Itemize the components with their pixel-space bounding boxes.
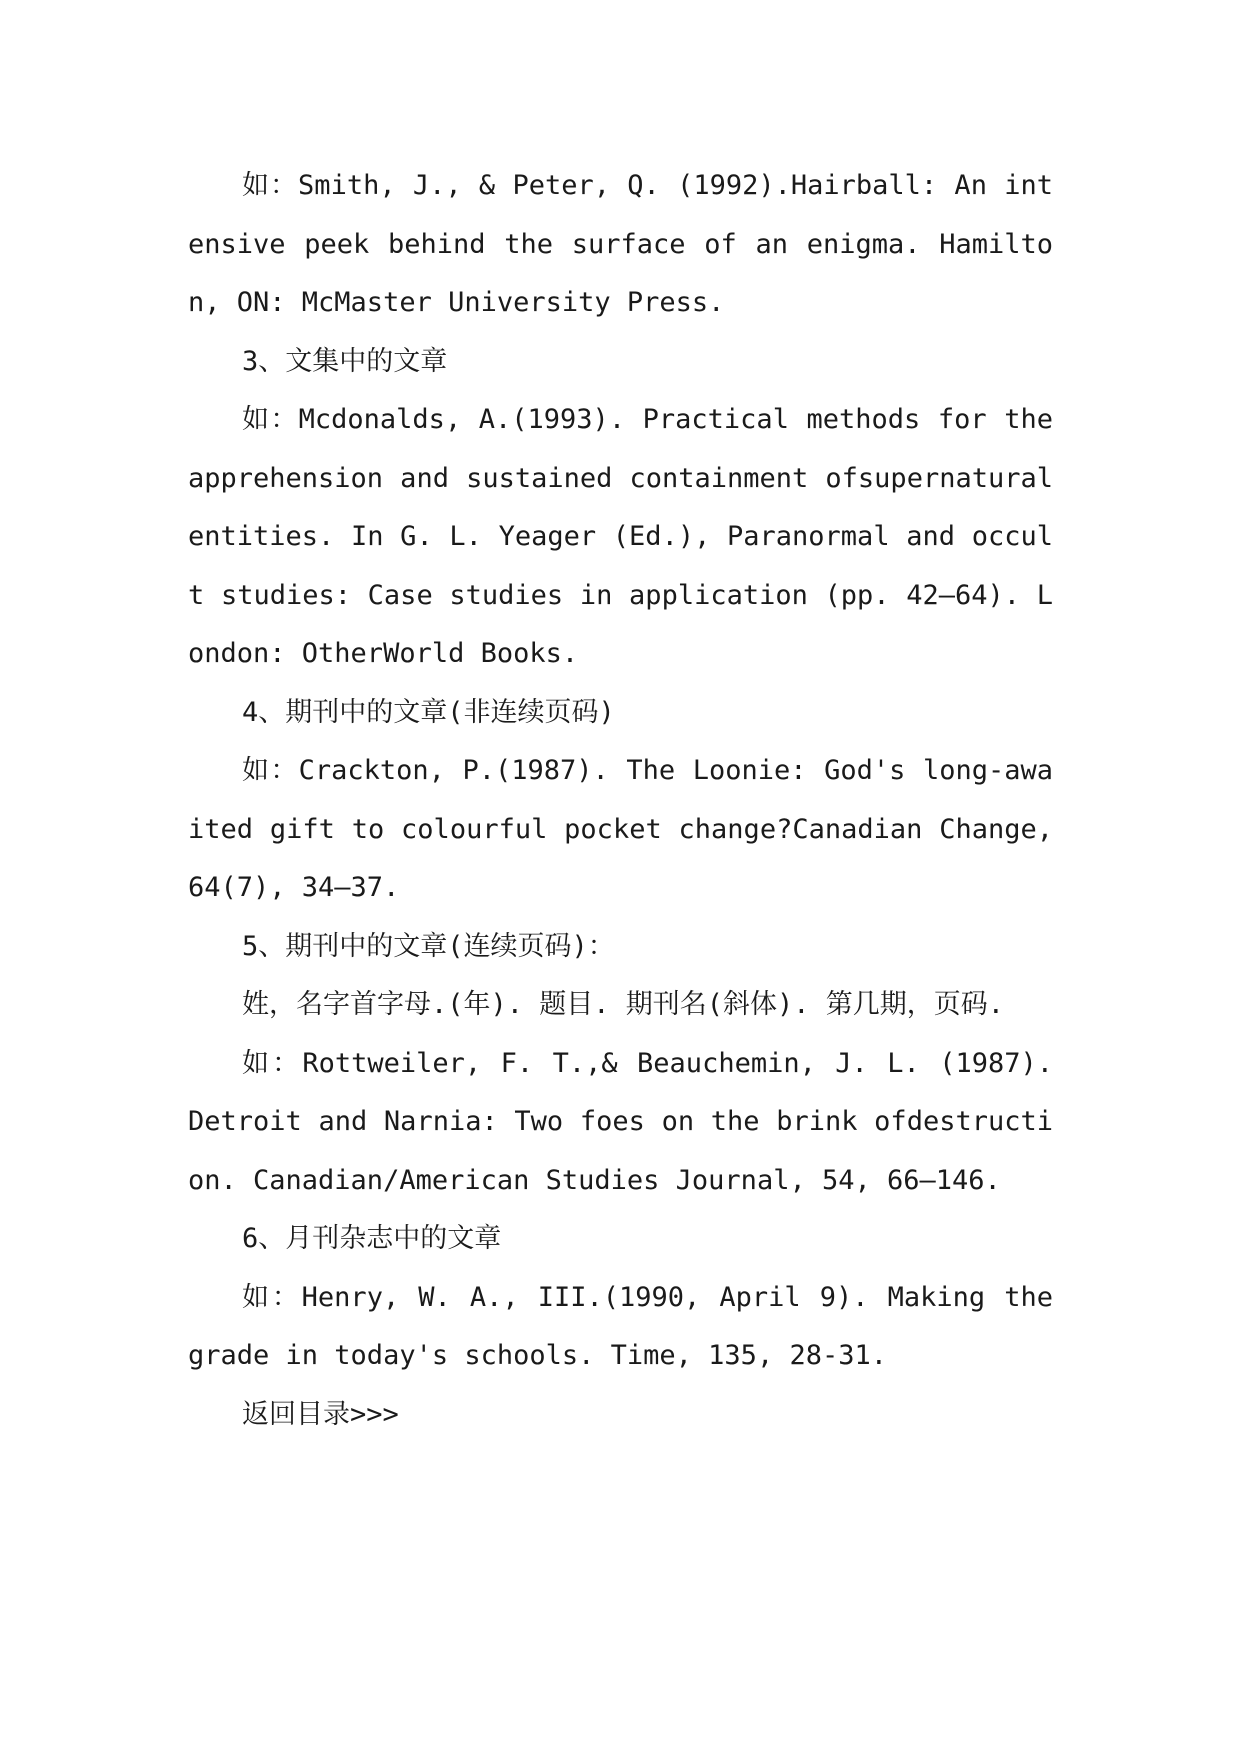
back-to-contents-link[interactable]: 返回目录>>> (242, 1398, 399, 1430)
section-heading-journal-noncontinuous: 4、期刊中的文章(非连续页码) (242, 696, 615, 728)
section-heading-journal-continuous: 5、期刊中的文章(连续页码)： (242, 930, 615, 962)
reference-example-book: 如：Smith, J., & Peter, Q. (1992).Hairball: An intensive peek behind the surface of an enigma. Hamilton, ON: McMaster University Press. (188, 170, 1053, 318)
reference-example-magazine: 如：Henry, W. A., III.(1990, April 9). Making the grade in today's schools. Time, 135, 28-31. (188, 1281, 1053, 1371)
section-heading-edited-book-article: 3、文集中的文章 (242, 345, 448, 377)
reference-example-edited-book: 如：Mcdonalds, A.(1993). Practical methods for the apprehension and sustained containment ofsupernatural entities. In G. L. Yeager (Ed.), Paranormal and occult studies: Case studies in application (pp. 42–64). London: OtherWorld Books. (188, 404, 1053, 669)
reference-format-description: 姓，名字首字母.(年). 题目. 期刊名(斜体). 第几期，页码. (242, 989, 1005, 1020)
reference-example-journal-continuous: 如：Rottweiler, F. T.,& Beauchemin, J. L. (1987). Detroit and Narnia: Two foes on the brink ofdestruction. Canadian/American Studies Journal, 54, 66–146. (188, 1047, 1053, 1196)
reference-example-journal-noncontinuous: 如：Crackton, P.(1987). The Loonie: God's long-awaited gift to colourful pocket change?Canadian Change, 64(7), 34–37. (188, 755, 1053, 903)
document-page (188, 157, 1053, 1444)
section-heading-magazine-article: 6、月刊杂志中的文章 (242, 1223, 502, 1254)
